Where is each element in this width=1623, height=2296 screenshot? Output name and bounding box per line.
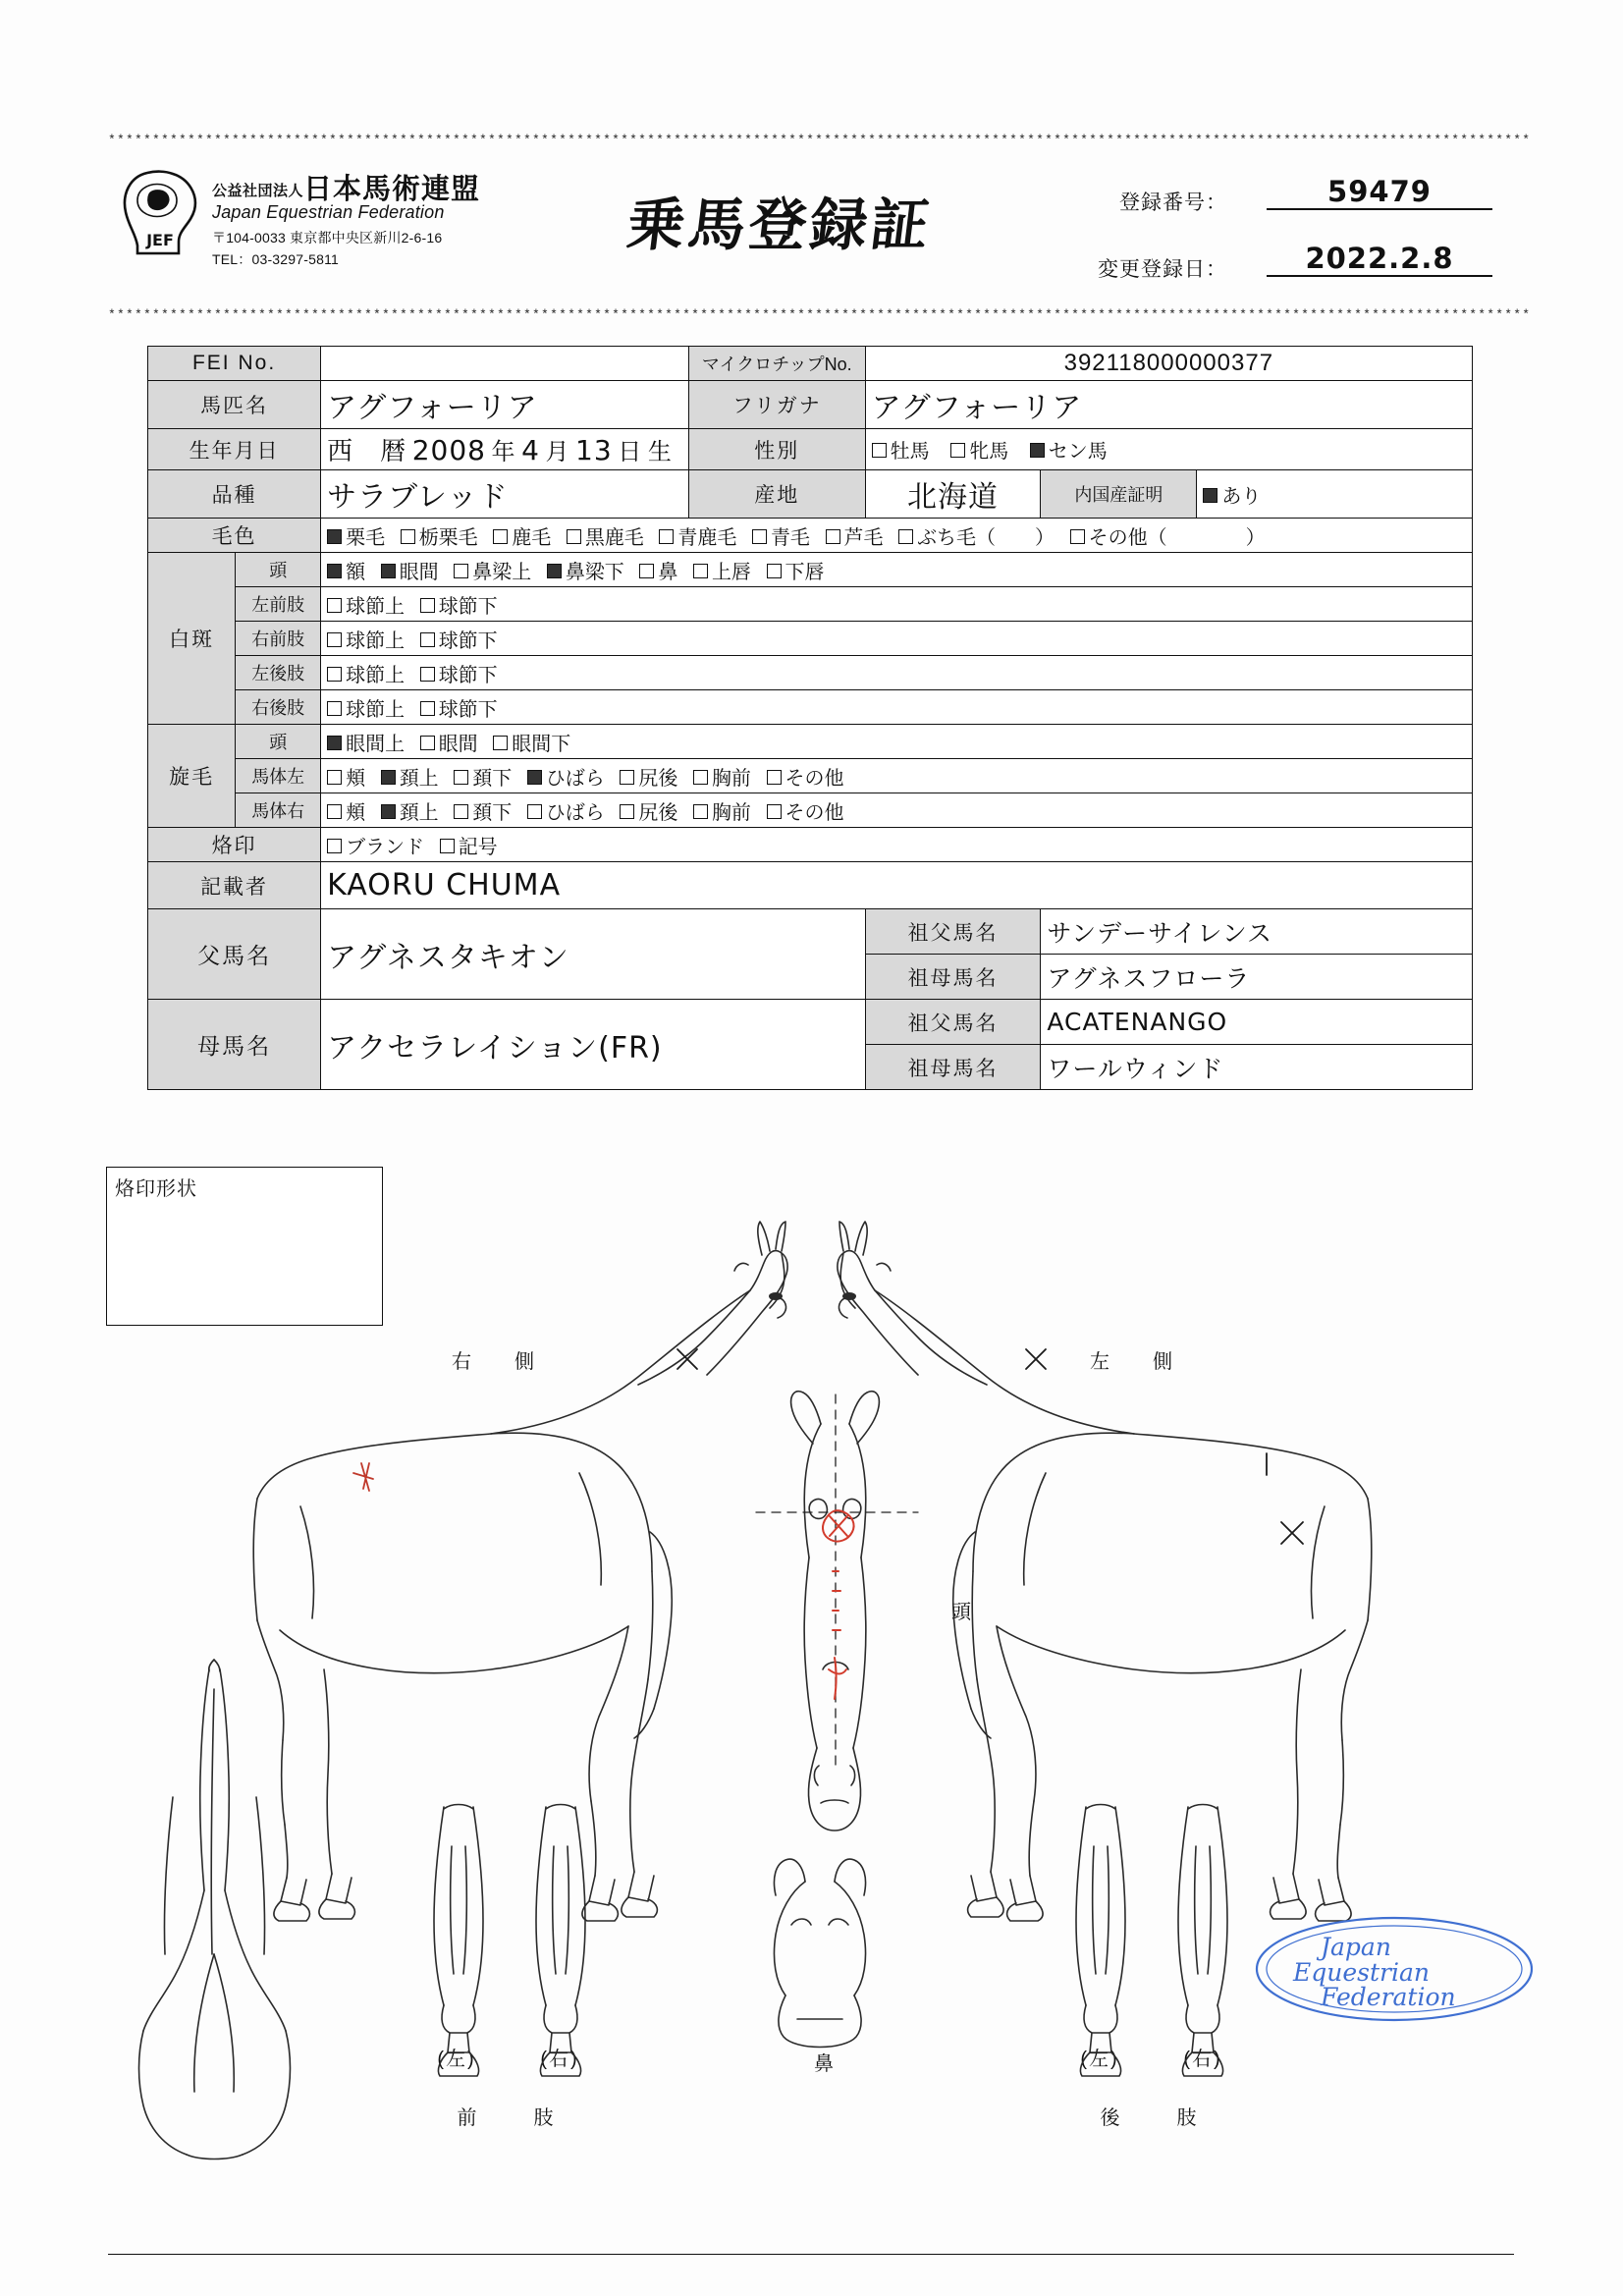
whorl-left-cheek-label: 頬 bbox=[346, 767, 366, 790]
whorl-head-above-eyes bbox=[327, 728, 405, 756]
whorl-part-head: 頭 bbox=[236, 725, 321, 759]
hind-left-label: (左) bbox=[1080, 2049, 1119, 2070]
whorl-left-flank-label: ひばら bbox=[545, 767, 605, 790]
org-telephone: TEL：03-3297-5811 bbox=[212, 251, 340, 267]
checkbox-rh-below-fetlock[interactable] bbox=[420, 701, 435, 716]
white-head-lower-lip bbox=[767, 556, 825, 584]
coat-option-grey bbox=[826, 521, 884, 550]
white-rf-below-fetlock-label: 球節下 bbox=[438, 629, 498, 652]
microchip-value: 392118000000377 bbox=[865, 347, 1472, 381]
dotted-rule-top: ***************************************************************************************************************************************************************** bbox=[108, 133, 1532, 147]
white-rh-above-fetlock bbox=[327, 693, 405, 722]
red-head-marking bbox=[823, 1510, 854, 1699]
recorder-label: 記載者 bbox=[148, 862, 321, 909]
table-row-name bbox=[148, 381, 1473, 429]
dam-granddam-label: 祖母馬名 bbox=[865, 1045, 1041, 1090]
checkbox-whorl-right-other[interactable] bbox=[767, 804, 782, 819]
whorl-marks-right-side bbox=[677, 1349, 697, 1369]
federation-stamp bbox=[1252, 1910, 1537, 2028]
checkbox-whorl-left-cheek[interactable] bbox=[327, 770, 342, 785]
domestic-cert-value bbox=[1197, 470, 1473, 519]
domestic-cert-label: 内国産証明 bbox=[1041, 470, 1197, 519]
coat-option-other bbox=[1070, 521, 1266, 550]
whorl-right-chest-label: 胸前 bbox=[711, 801, 751, 824]
coat-option-bay-label: 鹿毛 bbox=[512, 526, 552, 549]
coat-option-bay bbox=[493, 521, 551, 550]
white-head-lower-nasal bbox=[547, 556, 624, 584]
brand-option-brand-label: ブランド bbox=[346, 836, 425, 858]
whorl-head-below-eyes-label: 眼間下 bbox=[512, 733, 571, 755]
white-part-left-hind: 左後肢 bbox=[236, 656, 321, 690]
checkbox-whorl-left-flank[interactable] bbox=[527, 770, 542, 785]
white-rh-below-fetlock bbox=[420, 693, 498, 722]
sire-grandsire-label: 祖父馬名 bbox=[865, 909, 1041, 955]
checkbox-lf-above-fetlock[interactable] bbox=[327, 598, 342, 613]
checkbox-lh-below-fetlock[interactable] bbox=[420, 667, 435, 682]
whorl-left-chest-label: 胸前 bbox=[711, 767, 751, 790]
birth-year: 2008 bbox=[411, 434, 486, 466]
registration-number-label: 登録番号： bbox=[1119, 191, 1227, 214]
coat-option-other-label: その他（ ） bbox=[1088, 526, 1266, 549]
birth-era: 西 暦 bbox=[327, 437, 407, 466]
white-lh-above-fetlock-label: 球節上 bbox=[346, 664, 406, 686]
coat-option-black-label: 青毛 bbox=[770, 526, 810, 549]
white-left-fore-options bbox=[321, 587, 1473, 622]
table-row-white-left-hind bbox=[148, 656, 1473, 690]
checkbox-coat-other[interactable] bbox=[1070, 529, 1085, 544]
whorl-part-left: 馬体左 bbox=[236, 759, 321, 793]
white-rf-above-fetlock-label: 球節上 bbox=[346, 629, 406, 652]
whorl-left-lower-neck bbox=[454, 762, 512, 791]
birth-suffix: 生 bbox=[647, 438, 673, 465]
microchip-label: マイクロチップNo. bbox=[688, 347, 865, 381]
furigana-value: アグフォーリア bbox=[865, 381, 1472, 429]
checkbox-upper-lip[interactable] bbox=[693, 564, 708, 578]
breed-value: サラブレッド bbox=[321, 470, 689, 519]
checkbox-dark-bay[interactable] bbox=[567, 529, 581, 544]
coat-color-options bbox=[321, 519, 1473, 553]
stamp-line2: Equestrian bbox=[1293, 1958, 1430, 1987]
checkbox-brand[interactable] bbox=[327, 839, 342, 853]
birth-month: 4 bbox=[521, 434, 540, 466]
horse-tail-back-figure bbox=[139, 1660, 291, 2159]
checkbox-upper-nasal[interactable] bbox=[454, 564, 468, 578]
coat-option-spotted-label: ぶち毛（ ） bbox=[917, 526, 1055, 549]
whorl-left-options bbox=[321, 759, 1473, 793]
white-rf-above-fetlock bbox=[327, 625, 405, 653]
origin-value: 北海道 bbox=[865, 470, 1041, 519]
masthead bbox=[118, 167, 579, 285]
white-head-options bbox=[321, 553, 1473, 587]
document-title: 乗馬登録証 bbox=[623, 191, 937, 258]
whorl-right-options bbox=[321, 793, 1473, 828]
white-lf-below-fetlock bbox=[420, 590, 498, 619]
coat-option-grey-label: 芦毛 bbox=[843, 526, 884, 549]
whorl-right-chest bbox=[693, 796, 751, 825]
left-side-label: 左 側 bbox=[1090, 1351, 1184, 1373]
checkbox-spotted[interactable] bbox=[898, 529, 913, 544]
white-head-upper-nasal-label: 鼻梁上 bbox=[472, 561, 532, 583]
white-head-upper-lip-label: 上唇 bbox=[711, 561, 751, 583]
hind-right-label: (右) bbox=[1183, 2049, 1222, 2070]
red-annotation-right-side bbox=[353, 1463, 373, 1491]
checkbox-rh-above-fetlock[interactable] bbox=[327, 701, 342, 716]
svg-text:JEF: JEF bbox=[146, 231, 174, 249]
whorl-right-rump-label: 尻後 bbox=[638, 801, 678, 824]
table-row-white-right-fore bbox=[148, 622, 1473, 656]
breed-label: 品種 bbox=[148, 470, 321, 519]
whorl-left-rump bbox=[620, 762, 677, 791]
white-head-between-eyes-label: 眼間 bbox=[399, 561, 439, 583]
brand-shape-label: 烙印形状 bbox=[115, 1178, 197, 1200]
table-row-whorl-right bbox=[148, 793, 1473, 828]
coat-color-label: 毛色 bbox=[148, 519, 321, 553]
fei-no-value bbox=[321, 347, 689, 381]
checkbox-whorl-right-rump[interactable] bbox=[620, 804, 634, 819]
hind-limb-label: 後 肢 bbox=[1100, 2107, 1203, 2129]
whorl-left-rump-label: 尻後 bbox=[638, 767, 678, 790]
checkbox-whorl-left-rump[interactable] bbox=[620, 770, 634, 785]
white-rh-above-fetlock-label: 球節上 bbox=[346, 698, 406, 721]
table-row-white-right-hind bbox=[148, 690, 1473, 725]
horse-data-table bbox=[147, 346, 1473, 1090]
brand-option-symbol-label: 記号 bbox=[458, 836, 498, 858]
table-row-whorl-head bbox=[148, 725, 1473, 759]
dam-granddam-value: ワールウィンド bbox=[1041, 1045, 1473, 1090]
whorl-left-flank bbox=[527, 762, 605, 791]
coat-option-spotted bbox=[898, 521, 1055, 550]
white-lh-below-fetlock bbox=[420, 659, 498, 687]
whorl-label: 旋毛 bbox=[148, 725, 236, 828]
front-left-label: (左) bbox=[437, 2049, 476, 2070]
white-left-hind-options bbox=[321, 656, 1473, 690]
birth-day: 13 bbox=[575, 434, 613, 466]
white-part-right-fore: 右前肢 bbox=[236, 622, 321, 656]
sex-label: 性別 bbox=[688, 429, 865, 470]
whorl-left-lower-neck-label: 頚下 bbox=[472, 767, 513, 790]
checkbox-lower-lip[interactable] bbox=[767, 564, 782, 578]
checkbox-lf-below-fetlock[interactable] bbox=[420, 598, 435, 613]
table-row-sire-grandsire bbox=[148, 909, 1473, 955]
birth-day-unit: 日 bbox=[618, 438, 643, 465]
checkbox-brown[interactable] bbox=[659, 529, 674, 544]
dam-value: アクセラレイション(FR) bbox=[321, 1000, 866, 1090]
sex-option-mare-label: 牝馬 bbox=[969, 441, 1009, 463]
table-row-birth bbox=[148, 429, 1473, 470]
white-head-lower-lip-label: 下唇 bbox=[784, 561, 825, 583]
birthdate-value bbox=[321, 429, 689, 470]
whorl-right-rump bbox=[620, 796, 677, 825]
white-part-head: 頭 bbox=[236, 553, 321, 587]
right-side-label: 右 側 bbox=[452, 1351, 546, 1373]
white-rh-below-fetlock-label: 球節下 bbox=[438, 698, 498, 721]
horse-right-side-figure bbox=[253, 1222, 787, 1921]
checkbox-whorl-above-eyes[interactable] bbox=[327, 736, 342, 750]
white-right-hind-options bbox=[321, 690, 1473, 725]
whorl-left-chest bbox=[693, 762, 751, 791]
white-head-upper-lip bbox=[693, 556, 751, 584]
furigana-label: フリガナ bbox=[688, 381, 865, 429]
sex-option-gelding-label: セン馬 bbox=[1048, 441, 1108, 463]
white-lh-below-fetlock-label: 球節下 bbox=[438, 664, 498, 686]
checkbox-whorl-between-eyes[interactable] bbox=[420, 736, 435, 750]
white-head-between-eyes bbox=[381, 556, 439, 584]
table-row-whorl-left bbox=[148, 759, 1473, 793]
white-head-forehead-label: 額 bbox=[346, 561, 366, 583]
horse-name-value: アグフォーリア bbox=[321, 381, 689, 429]
dam-grandsire-value: ACATENANGO bbox=[1041, 1000, 1473, 1045]
white-head-upper-nasal bbox=[454, 556, 531, 584]
brand-options bbox=[321, 828, 1473, 862]
checkbox-liver-chestnut[interactable] bbox=[401, 529, 415, 544]
checkbox-chestnut[interactable] bbox=[327, 529, 342, 544]
domestic-cert-option bbox=[1203, 480, 1261, 509]
whorl-head-between-eyes bbox=[420, 728, 478, 756]
whorl-right-other-label: その他 bbox=[784, 801, 844, 824]
checkbox-whorl-left-other[interactable] bbox=[767, 770, 782, 785]
sex-option-mare bbox=[950, 435, 1008, 464]
white-part-left-fore: 左前肢 bbox=[236, 587, 321, 622]
checkbox-rf-below-fetlock[interactable] bbox=[420, 632, 435, 647]
checkbox-forehead[interactable] bbox=[327, 564, 342, 578]
coat-option-black bbox=[752, 521, 810, 550]
checkbox-rf-above-fetlock[interactable] bbox=[327, 632, 342, 647]
white-head-lower-nasal-label: 鼻梁下 bbox=[565, 561, 624, 583]
stamp-line3: Federation bbox=[1321, 1983, 1456, 2011]
whorl-right-flank-label: ひばら bbox=[545, 801, 605, 824]
checkbox-lh-above-fetlock[interactable] bbox=[327, 667, 342, 682]
sire-granddam-value: アグネスフローラ bbox=[1041, 955, 1473, 1000]
fei-no-label: FEI No. bbox=[148, 347, 321, 381]
whorl-right-cheek-label: 頬 bbox=[346, 801, 366, 824]
checkbox-stallion[interactable] bbox=[872, 443, 887, 458]
stamp-line1: Japan bbox=[1321, 1933, 1391, 1961]
birthdate-label: 生年月日 bbox=[148, 429, 321, 470]
sex-option-stallion-label: 牡馬 bbox=[890, 441, 930, 463]
white-lf-above-fetlock-label: 球節上 bbox=[346, 595, 406, 618]
recorder-value: KAORU CHUMA bbox=[321, 862, 1473, 909]
whorl-part-right: 馬体右 bbox=[236, 793, 321, 828]
white-part-right-hind: 右後肢 bbox=[236, 690, 321, 725]
whorl-right-flank bbox=[527, 796, 605, 825]
checkbox-gelding[interactable] bbox=[1030, 443, 1045, 458]
checkbox-black[interactable] bbox=[752, 529, 767, 544]
white-right-fore-options bbox=[321, 622, 1473, 656]
sex-option-stallion bbox=[872, 435, 930, 464]
coat-option-chestnut-label: 栗毛 bbox=[346, 526, 386, 549]
change-date-value: 2022.2.8 bbox=[1267, 242, 1492, 277]
org-prefix-ja: 公益社団法人 bbox=[212, 183, 304, 199]
coat-option-brown-label: 青鹿毛 bbox=[677, 526, 737, 549]
table-row-recorder bbox=[148, 862, 1473, 909]
whorl-marks-left-side bbox=[1026, 1349, 1303, 1544]
checkbox-between-eyes[interactable] bbox=[381, 564, 396, 578]
sex-options bbox=[865, 429, 1472, 470]
jef-logo-icon bbox=[118, 169, 202, 259]
whorl-right-other bbox=[767, 796, 844, 825]
head-crosshair-guides bbox=[756, 1394, 918, 1768]
brand-option-brand bbox=[327, 831, 424, 859]
checkbox-symbol[interactable] bbox=[440, 839, 455, 853]
whorl-head-below-eyes bbox=[493, 728, 570, 756]
coat-option-dark-bay bbox=[567, 521, 644, 550]
white-head-nose-label: 鼻 bbox=[658, 561, 678, 583]
brand-label: 烙印 bbox=[148, 828, 321, 862]
checkbox-whorl-left-chest[interactable] bbox=[693, 770, 708, 785]
muzzle-figure bbox=[774, 1859, 865, 2047]
table-row-brand bbox=[148, 828, 1473, 862]
coat-option-dark-bay-label: 黒鹿毛 bbox=[584, 526, 644, 549]
coat-option-liver-chestnut-label: 栃栗毛 bbox=[418, 526, 478, 549]
whorl-right-lower-neck-label: 頚下 bbox=[472, 801, 513, 824]
sire-label: 父馬名 bbox=[148, 909, 321, 1000]
table-row-white-head bbox=[148, 553, 1473, 587]
hind-limbs-figure bbox=[1076, 1805, 1227, 2077]
sex-option-gelding bbox=[1030, 435, 1108, 464]
org-name-en: Japan Equestrian Federation bbox=[212, 202, 445, 222]
change-date-label: 変更登録日： bbox=[1098, 258, 1227, 281]
whorl-left-other-label: その他 bbox=[784, 767, 844, 790]
coat-option-chestnut bbox=[327, 521, 385, 550]
org-main-ja: 日本馬術連盟 bbox=[303, 174, 481, 205]
horse-left-side-figure bbox=[838, 1222, 1372, 1921]
table-row-white-left-fore bbox=[148, 587, 1473, 622]
white-head-nose bbox=[639, 556, 677, 584]
whorl-left-other bbox=[767, 762, 844, 791]
dotted-rule-bottom: ***************************************************************************************************************************************************************** bbox=[108, 307, 1532, 322]
head-figure-label: 頭 bbox=[951, 1602, 973, 1623]
brand-option-symbol bbox=[440, 831, 498, 859]
sire-value: アグネスタキオン bbox=[321, 909, 866, 1000]
whorl-right-upper-neck-label: 頚上 bbox=[399, 801, 439, 824]
registration-number-value: 59479 bbox=[1267, 175, 1492, 210]
coat-option-brown bbox=[659, 521, 736, 550]
checkbox-whorl-below-eyes[interactable] bbox=[493, 736, 508, 750]
sire-granddam-label: 祖母馬名 bbox=[865, 955, 1041, 1000]
whorl-right-upper-neck bbox=[381, 796, 439, 825]
checkbox-whorl-right-cheek[interactable] bbox=[327, 804, 342, 819]
domestic-cert-option-label: あり bbox=[1221, 485, 1262, 508]
front-limb-label: 前 肢 bbox=[457, 2107, 560, 2129]
white-lf-below-fetlock-label: 球節下 bbox=[438, 595, 498, 618]
checkbox-whorl-left-lower-neck[interactable] bbox=[454, 770, 468, 785]
whorl-left-upper-neck bbox=[381, 762, 439, 791]
checkbox-whorl-left-upper-neck[interactable] bbox=[381, 770, 396, 785]
front-limbs-figure bbox=[434, 1805, 585, 2077]
bottom-rule bbox=[108, 2254, 1514, 2255]
birth-year-unit: 年 bbox=[491, 438, 516, 465]
birth-month-unit: 月 bbox=[545, 438, 570, 465]
table-row-fei bbox=[148, 347, 1473, 381]
table-row-coat bbox=[148, 519, 1473, 553]
whorl-left-cheek bbox=[327, 762, 365, 791]
white-lh-above-fetlock bbox=[327, 659, 405, 687]
white-head-forehead bbox=[327, 556, 365, 584]
checkbox-nose[interactable] bbox=[639, 564, 654, 578]
coat-option-liver-chestnut bbox=[401, 521, 478, 550]
checkbox-bay[interactable] bbox=[493, 529, 508, 544]
dam-grandsire-label: 祖父馬名 bbox=[865, 1000, 1041, 1045]
checkbox-lower-nasal[interactable] bbox=[547, 564, 562, 578]
checkbox-whorl-right-flank[interactable] bbox=[527, 804, 542, 819]
checkbox-whorl-right-chest[interactable] bbox=[693, 804, 708, 819]
whorl-head-options bbox=[321, 725, 1473, 759]
sire-grandsire-value: サンデーサイレンス bbox=[1041, 909, 1473, 955]
white-marking-label: 白斑 bbox=[148, 553, 236, 725]
table-row-breed bbox=[148, 470, 1473, 519]
horse-name-label: 馬匹名 bbox=[148, 381, 321, 429]
checkbox-mare[interactable] bbox=[950, 443, 965, 458]
whorl-head-between-eyes-label: 眼間 bbox=[438, 733, 478, 755]
dam-label: 母馬名 bbox=[148, 1000, 321, 1090]
whorl-right-lower-neck bbox=[454, 796, 512, 825]
org-name-ja bbox=[212, 167, 480, 207]
white-lf-above-fetlock bbox=[327, 590, 405, 619]
table-row-dam-grandsire bbox=[148, 1000, 1473, 1045]
whorl-left-upper-neck-label: 頚上 bbox=[399, 767, 439, 790]
horse-head-front-figure bbox=[791, 1392, 880, 1831]
front-right-label: (右) bbox=[540, 2049, 579, 2070]
nose-figure-label: 鼻 bbox=[814, 2053, 836, 2075]
checkbox-grey[interactable] bbox=[826, 529, 840, 544]
org-address: 〒104-0033 東京都中央区新川2-6-16 bbox=[212, 230, 443, 246]
checkbox-whorl-right-upper-neck[interactable] bbox=[381, 804, 396, 819]
checkbox-whorl-right-lower-neck[interactable] bbox=[454, 804, 468, 819]
checkbox-domestic-cert[interactable] bbox=[1203, 488, 1217, 503]
brand-shape-box bbox=[106, 1167, 383, 1326]
whorl-right-cheek bbox=[327, 796, 365, 825]
whorl-head-above-eyes-label: 眼間上 bbox=[346, 733, 406, 755]
origin-label: 産地 bbox=[688, 470, 865, 519]
white-rf-below-fetlock bbox=[420, 625, 498, 653]
